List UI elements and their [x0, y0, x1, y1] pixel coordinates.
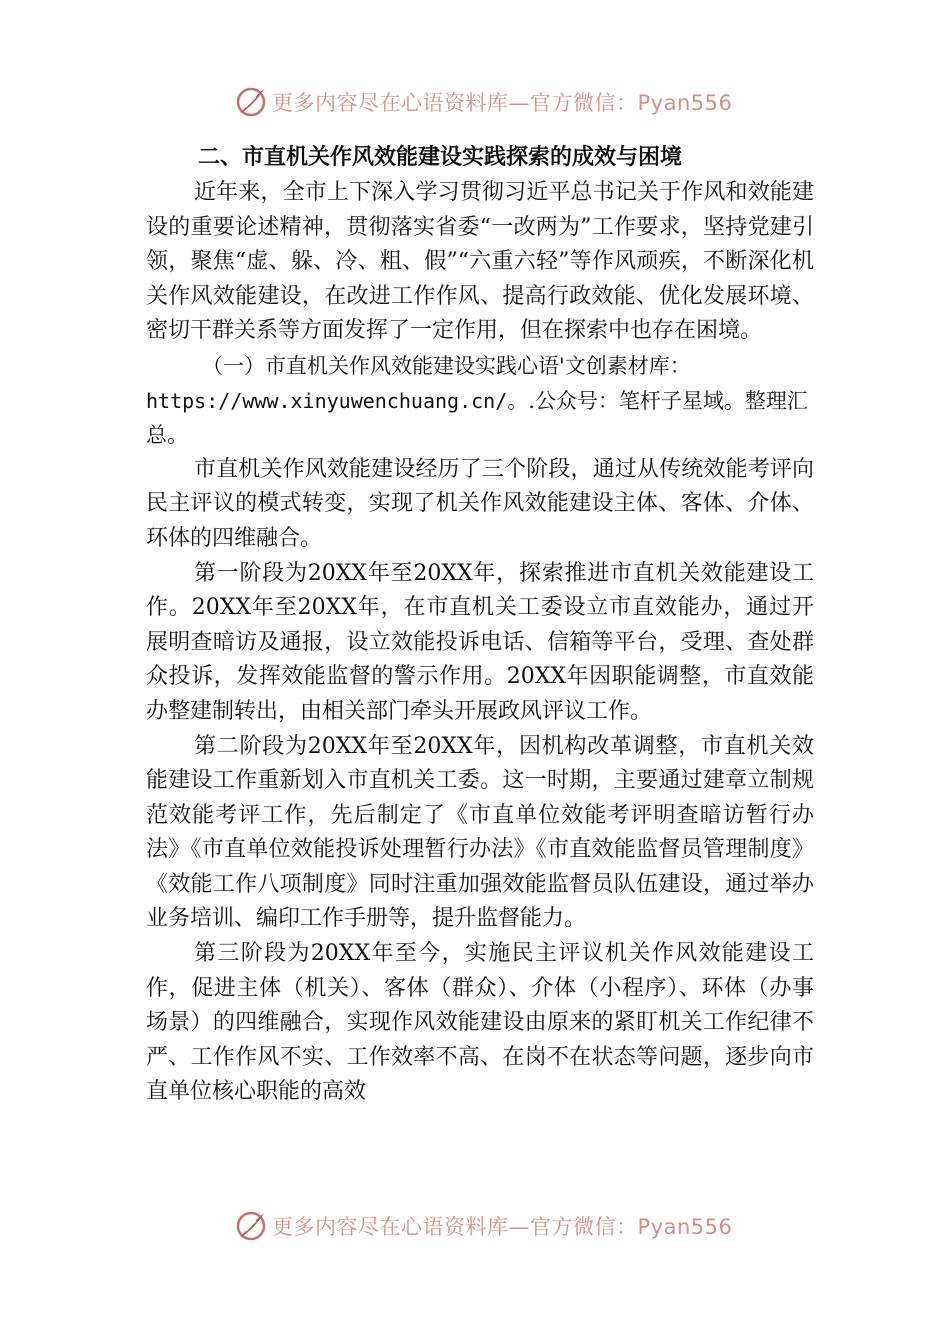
body-paragraph: 第二阶段为20XX年至20XX年，因机构改革调整，市直机关效能建设工作重新划入市直机关工委。这一时期，主要通过建章立制规范效能考评工作，先后制定了《市直单位效能考评明查暗访暂行办法》《市直单位效能投诉处理暂行办法》《市直效能监督员管理制度》《效能工作八项制度》同时注重加强效能监督员队伍建设，通过举办业务培训、编印工作手册等，提升监督能力。	[146, 733, 814, 932]
feather-pen-logo-icon	[234, 85, 268, 119]
watermark-text: 更多内容尽在心语资料库—官方微信：Pyan556	[272, 1215, 733, 1239]
subheading-suffix: 。.公众号：笔杆子星域。整理汇总。	[146, 388, 808, 448]
body-paragraph: 市直机关作风效能建设经历了三个阶段，通过从传统效能考评向民主评议的模式转变，实现了机关作风效能建设主体、客体、介体、环体的四维融合。	[146, 456, 814, 551]
feather-pen-logo-icon	[234, 1209, 268, 1243]
subsection-heading	[146, 349, 814, 453]
section-heading: 二、市直机关作风效能建设实践探索的成效与困境	[198, 145, 683, 170]
watermark-header	[234, 82, 732, 122]
intro-paragraph: 近年来，全市上下深入学习贯彻习近平总书记关于作风和效能建设的重要论述精神，贯彻落实省委“一改两为”工作要求，坚持党建引领，聚焦“虚、躲、冷、粗、假”“六重六轻”等作风顽疾，不断深化机关作风效能建设，在改进工作作风、提高行政效能、优化发展环境、密切干群关系等方面发挥了一定作用，但在探索中也存在困境。	[146, 180, 814, 344]
body-paragraph: 第三阶段为20XX年至今，实施民主评议机关作风效能建设工作，促进主体（机关）、客体（群众）、介体（小程序）、环体（办事场景）的四维融合，实现作风效能建设由原来的紧盯机关工作纪律不严、工作作风不实、工作效率不高、在岗不在状态等问题，逐步向市直单位核心职能的高效	[146, 941, 814, 1105]
watermark-text: 更多内容尽在心语资料库—官方微信：Pyan556	[272, 91, 733, 115]
watermark-footer	[234, 1202, 732, 1246]
source-url-link[interactable]: https://www.xinyuwenchuang.cn/	[146, 388, 508, 413]
document-body	[146, 140, 814, 1110]
body-paragraph: 第一阶段为20XX年至20XX年，探索推进市直机关效能建设工作。20XX年至20XX年，在市直机关工委设立市直效能办，通过开展明查暗访及通报，设立效能投诉电话、信箱等平台，受理、查处群众投诉，发挥效能监督的警示作用。20XX年因职能调整，市直效能办整建制转出，由相关部门牵头开展政风评议工作。	[146, 560, 814, 724]
subheading-prefix: （一）市直机关作风效能建设实践心语'文创素材库：	[202, 353, 691, 378]
